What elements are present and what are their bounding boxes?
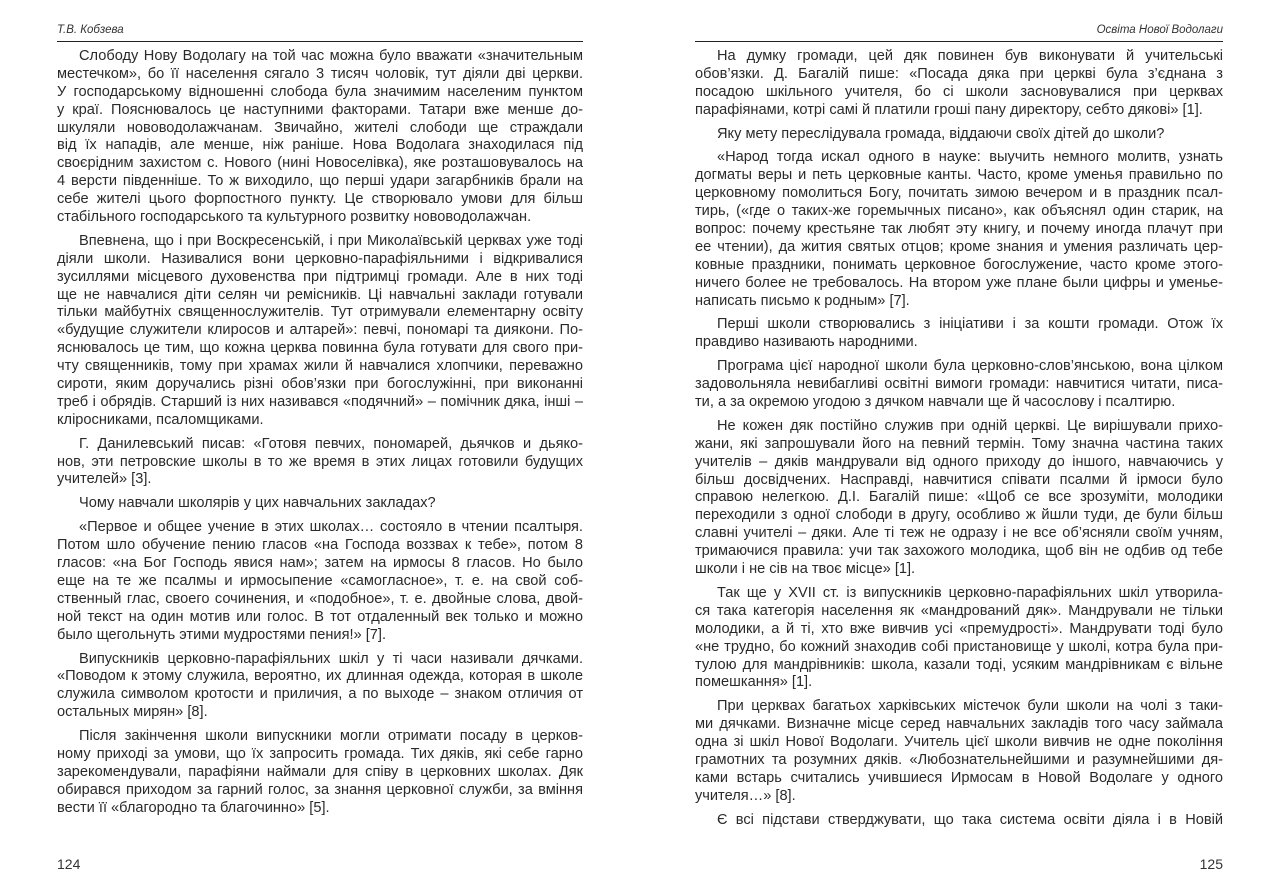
paragraph	[57, 48, 583, 227]
paragraph	[695, 48, 1223, 120]
text-line: церковному помолиться Богу, почитать зимою вечером и в праздник псал-	[695, 185, 1223, 202]
left-page	[57, 0, 583, 896]
text-line: ся така категорія населення як «мандрований дяк». Мандрували не тільки	[695, 602, 1223, 619]
page-number: 124	[57, 856, 81, 872]
text-line: «будущие служители клиросов и алтарей»: певчі, пономарі та диякони. По-	[57, 322, 583, 339]
text-line: Програма цієї народної школи була церковно-слов’янською, вона цілком	[717, 358, 1223, 375]
text-line: «не трудно, бо кожний знаходив собі пристановище у школі, котра була при-	[695, 638, 1223, 655]
text-line: учителей» [3].	[57, 471, 152, 488]
paragraph	[57, 651, 583, 723]
text-line: тримаючися правила: учи так захожого молодика, щоб він не одбив од тебе	[695, 543, 1223, 560]
header-rule	[57, 41, 583, 42]
paragraph	[695, 358, 1223, 412]
text-line: местечком», бо її населення сягало 3 тисяч чоловік, тут діяли дві церкви.	[57, 65, 583, 82]
text-line: одна зі шкіл Нової Водолаги. Учитель цієї школи вивчив не одне покоління	[695, 734, 1223, 751]
text-line: Г. Данилевський писав: «Готовя певчих, пономарей, дьячков и дьяко-	[79, 435, 583, 452]
text-line: тирь, («где о таких-же горемычных писано», как объяснял один старик, на	[695, 203, 1223, 220]
page-body	[695, 48, 1223, 830]
text-line: было щегольнуть этими мудростями пения!» [7].	[57, 626, 386, 643]
text-line: молодики, а й ті, хто вже вивчив усі «премудрості». Мандрувати тоді було	[695, 620, 1223, 637]
text-line: вопрос: почему крестьяне так любят эту книгу, и почему иногда плачут при	[695, 221, 1223, 238]
text-line: зусиллями місцевого духовенства при підтримці громади. Але в них тоді	[57, 268, 583, 285]
text-line: діяли школи. Називалися вони церковно-парафіяльними і відкривалися	[57, 250, 583, 267]
text-line: кліросниками, псаломщиками.	[57, 411, 264, 428]
text-line: ковные праздники, понимать церковное богослужение, часто кроме этого-	[695, 256, 1223, 273]
text-line: учителів – дяків мандрували від одного приходу до іншого, навчаючись у	[695, 453, 1223, 470]
text-line: гласов: «на Бог Господь явися нам»; затем на ирмосы 8 гласов. Но было	[57, 555, 583, 572]
text-line: обирався приходом за гарний голос, за знання церковної служби, за вміння	[57, 781, 583, 798]
text-line: остальных мирян» [8].	[57, 704, 208, 721]
text-line: ми дячками. Визначне місце серед навчальних закладів того часу займала	[695, 716, 1223, 733]
text-line: себе жителі цього форпостного пункту. Це створювало умови для більш	[57, 191, 583, 208]
text-line: сироти, яким доручались різні обов’язки при богослужінні, при виконанні	[57, 376, 583, 393]
text-line: Після закінчення школи випускники могли отримати посаду в церков-	[79, 728, 583, 745]
running-head-title: Освіта Нової Водолаги	[1096, 24, 1223, 36]
paragraph	[57, 728, 583, 817]
text-line: ному приході за умови, що їх запросить громада. Тих дяків, які себе гарно	[57, 745, 583, 762]
text-line: славні учителі – дяки. Але ті теж не одразу і не все об’ясняли своїм учням,	[695, 525, 1223, 542]
text-line: Є всі підстави стверджувати, що така система освіти діяла і в Новій	[717, 811, 1223, 828]
running-head-author: Т.В. Кобзева	[57, 24, 124, 36]
text-line: нов, эти петровские школы в то же время в этих лицах готовили будущих	[57, 453, 583, 470]
text-line: у краї. Пояснювалось це наступними факторами. Татари вже менше до-	[57, 101, 583, 118]
text-line: треб і обрядів. Старший із них називався «подячний» – помічник дяка, інші –	[57, 393, 583, 410]
text-line: «Народ тогда искал одного в науке: выучить немного молитв, узнать	[717, 149, 1223, 166]
text-line: Випускників церковно-парафіяльних шкіл у ті часи називали дячками.	[79, 650, 583, 667]
paragraph	[695, 698, 1223, 805]
text-line: написать письмо к родным» [7].	[695, 292, 910, 309]
paragraph	[57, 233, 583, 430]
text-line: грамотних та розумних дяків. «Любознательнейшими и разумнейшими дя-	[695, 751, 1223, 768]
text-line: чту священників, тому при храмах жили й навчалися хлопчики, переважно	[57, 358, 583, 375]
text-line: ственный глас, своего сочинения, и «подобное», т. е. двойные слова, двой-	[57, 590, 583, 607]
text-line: «Первое и общее учение в этих школах… состояло в чтении псалтыря.	[79, 519, 583, 536]
text-line: Впевнена, що і при Воскресенській, і при Миколаївській церквах уже тоді	[79, 232, 583, 249]
text-line: помешкання» [1].	[695, 674, 813, 691]
text-line: 4 версти південніше. То ж виходило, що перші удари загарбників брали на	[57, 173, 583, 190]
header-rule	[695, 41, 1223, 42]
paragraph	[57, 495, 583, 513]
text-line: своєрідним захистом с. Нового (нині Новоселівка), яке розташовувалось на	[57, 155, 583, 172]
text-line: тільки майбутніх священнослужителів. Тут отримували елементарну освіту	[57, 304, 583, 321]
text-line: Яку мету переслідувала громада, віддаючи своїх дітей до школи?	[717, 125, 1165, 142]
text-line: У господарському відношенні слобода була значимим населеним пунктом	[57, 83, 583, 100]
text-line: Не кожен дяк постійно служив при одній церкві. Це вирішували прихо-	[717, 417, 1223, 434]
text-line: від їх нападів, але менше, ніж раніше. Нова Водолага знаходилася під	[57, 137, 583, 154]
paragraph	[695, 316, 1223, 352]
text-line: На думку громади, цей дяк повинен був виконувати й учительські	[717, 48, 1223, 64]
right-page	[695, 0, 1223, 896]
text-line: зарекомендували, парафіяни наймали для співу в церковних школах. Дяк	[57, 763, 583, 780]
text-line: яснювалось це тим, що кожна церква повинна була готувати для свого при-	[57, 340, 583, 357]
text-line: догматы веры и петь церковные канты. Часто, кроме уменья правильно по	[695, 167, 1223, 184]
text-line: парафіянами, котрі самі й платили гроші пану директору, себто дякові» [1].	[695, 101, 1203, 118]
text-line: ничего более не требовалось. На втором уже плане были цифры и уменье-	[695, 274, 1223, 291]
paragraph	[695, 149, 1223, 310]
text-line: Так ще у XVII ст. із випускників церковно-парафіяльних шкіл утворила-	[717, 584, 1223, 601]
text-line: шкуляли нововодолажчанам. Звичайно, жителі слободи ще страждали	[57, 119, 583, 136]
text-line: учителя…» [8].	[695, 787, 796, 804]
text-line: обов’язки. Д. Багалій пише: «Посада дяка при церкві була з’єднана з	[695, 65, 1223, 82]
text-line: ще не навчалися діти селян чи ремісників. Ці навчальні заклади готували	[57, 286, 583, 303]
text-line: школи і не сів на твоє місце» [1].	[695, 561, 916, 578]
text-line: тулою для мандрівників: школа, казали тоді, усяким мандрівникам є вільне	[695, 656, 1223, 673]
paragraph	[695, 585, 1223, 692]
text-line: ее чтении), да жития святых отцов; кроме знания и умения различать цер-	[695, 238, 1223, 255]
text-line: переходили з одної слободи в другу, особливо ж йшли туди, де були більш	[695, 507, 1223, 524]
text-line: служила символом кротости и приличия, а по выходе – знаком отличия от	[57, 686, 583, 703]
text-line: Чому навчали школярів у цих навчальних закладах?	[79, 495, 436, 512]
text-line: «Поводом к этому служила, вероятно, их длинная одежда, которая в школе	[57, 668, 583, 685]
text-line: еще на те же псалмы и ирмосыпение «самогласное», т. е. на свой соб-	[57, 572, 583, 589]
text-line: При церквах багатьох харківських містечок були школи на чолі з таки-	[717, 698, 1223, 715]
text-line: справою нелегкою. Д.І. Багалій пише: «Щоб се все зрозуміти, молодики	[695, 489, 1223, 506]
paragraph	[57, 436, 583, 490]
text-line: вести її «благородно та благочинно» [5].	[57, 799, 330, 816]
page-body	[57, 48, 583, 818]
text-line: правдиво називають народними.	[695, 334, 918, 351]
paragraph	[695, 812, 1223, 830]
text-line: задовольняла невибагливі освітні вимоги громади: навчитися читати, писа-	[695, 376, 1223, 393]
paragraph	[57, 519, 583, 644]
text-line: жани, які запрошували його на певний термін. Тому значна частина таких	[695, 435, 1223, 452]
paragraph	[695, 126, 1223, 144]
paragraph	[695, 418, 1223, 579]
text-line: Потом шло обучение пению гласов «на Господа воззвах к тебе», потом 8	[57, 537, 583, 554]
page-number: 125	[1199, 856, 1223, 872]
text-line: Слободу Нову Водолагу на той час можна було вважати «значительным	[79, 48, 583, 64]
text-line: ками встарь считались учившиеся Ирмосам в Новой Водолаге у одного	[695, 769, 1223, 786]
text-line: ти, а за окремою угодою з дячком навчали ще й часослову і псалтирю.	[695, 394, 1176, 411]
text-line: більш досвідчених. Насправді, навчитися співати псалми й ірмоси було	[695, 471, 1223, 488]
text-line: ной текст на один мотив или голос. В тот отдаленный век только и можно	[57, 608, 583, 625]
text-line: Перші школи створювались з ініціативи і за кошти громади. Отож їх	[717, 316, 1223, 333]
text-line: стабільного господарського та культурного розвитку нововодолажчан.	[57, 209, 532, 226]
text-line: посадою шкільного учителя, бо сі школи засновувалися при церквах	[695, 83, 1223, 100]
